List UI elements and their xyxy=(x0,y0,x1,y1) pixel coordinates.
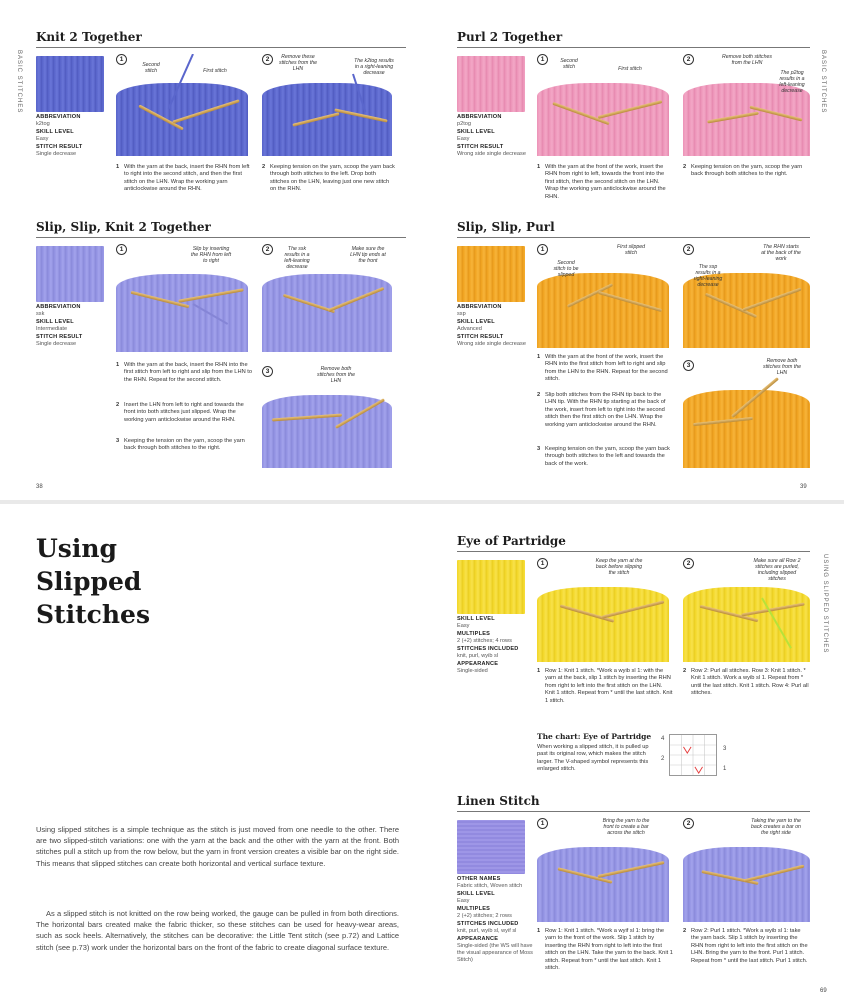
stitch-meta: OTHER NAMES Fabric stitch, Woven stitch SKILL LEVEL Easy MULTIPLES 2 (+2) stitches; 2 rows STITCHES INCLUDED knit, purl, wyib sl, wyif sl APPEARANCE Single-sided (the WS will have the visual appearance of Moss Stitch) xyxy=(457,876,533,963)
step-photo-3 xyxy=(683,360,810,468)
step-number-badge: 1 xyxy=(537,54,548,65)
step-instruction: 1 With the yarn at the back, insert the RHN into the first stitch from left to right and slip from the LHN to the RHN. Repeat for the second stitch. xyxy=(116,362,253,383)
step-instruction: 2 Row 2: Purl all stitches. Row 3: Knit 1 stitch. * Knit 1 stitch. Work a wyib sl 1. Repeat from * until the last stitch. Knit 1 stitch. Row 4: Purl all stitches. xyxy=(683,668,809,697)
step-instruction: 3 Keeping tension on the yarn, scoop the yarn back through both stitches to the left and towards the back of the work. xyxy=(537,446,670,467)
spread-using-slipped-stitches xyxy=(0,504,844,1000)
annotation: Taking the yarn to the back creates a bar on the right side xyxy=(751,818,801,836)
stitch-swatch xyxy=(457,560,525,614)
stitch-meta: ABBREVIATION p2tog SKILL LEVEL Easy STITCH RESULT Wrong side single decrease xyxy=(457,114,526,157)
annotation: Second stitch to be slipped xyxy=(553,260,579,278)
title-line: Stitches xyxy=(36,600,151,629)
section-rule xyxy=(457,47,810,48)
section-ssp xyxy=(457,220,810,490)
step-number-badge: 2 xyxy=(262,54,273,65)
step-instruction: 1 Row 1: Knit 1 stitch. *Work a wyib sl 1: with the yarn at the back, slip 1 stitch by inserting the RHN from right to left into the first stitch on the LHN. Knit 1 stitch. Repeat from * until the last stitch. Knit 1 stitch. xyxy=(537,668,673,704)
annotation: First slipped stitch xyxy=(617,244,645,256)
chart-title: The chart: Eye of Partridge xyxy=(537,732,652,741)
chart-row-label: 2 xyxy=(661,756,665,762)
annotation: Make sure all Row 2 stitches are purled, including slipped stitches xyxy=(753,558,801,582)
section-rule xyxy=(457,551,810,552)
step-instruction: 1 With the yarn at the front of the work, insert the RHN into the first stitch from left to right and slip from the LHN to the RHN. Repeat for the second stitch. xyxy=(537,354,668,383)
step-number-badge: 3 xyxy=(262,366,273,377)
annotation: The k2tog results in a right-leaning decrease xyxy=(354,58,394,76)
stitch-swatch xyxy=(457,820,525,874)
section-title: Slip, Slip, Purl xyxy=(457,220,555,234)
section-title: Slip, Slip, Knit 2 Together xyxy=(36,220,211,234)
step-instruction: 1 Row 1: Knit 1 stitch. *Work a wyif sl 1: bring the yarn to the front of the work. Slip 1 stitch by inserting the RHN from right to left into the first stitch on the LHN. Take the yarn to the back. Knit 1 stitch. Repeat from * until the last stitch. Knit 1 stitch. xyxy=(537,928,673,972)
annotation: Second stitch xyxy=(560,58,578,70)
intro-paragraph-2: As a slipped stitch is not knitted on the row being worked, the gauge can be pulled in from both directions. The horizontal bars created make the fabric thicker, so these stitches can be used for heavy-wear areas, such as sock heels. Alternatively, the stitches can be decorative: the Little Tent stitch (see p.72) and Lattice stitch (see p.73) work under the horizontal bars on the front of the fabric to create diagonal surface texture. xyxy=(36,909,399,952)
side-label-left: BASIC STITCHES xyxy=(16,50,22,114)
step-instruction: 1 With the yarn at the back, insert the RHN from left to right into the second stitch, and then the first stitch on the LHN. Wrap the working yarn anticlockwise around the RHN. xyxy=(116,164,250,193)
step-number-badge: 1 xyxy=(116,54,127,65)
annotation: Make sure the LHN tip ends at the front xyxy=(350,246,386,264)
step-number-badge: 1 xyxy=(537,818,548,829)
section-rule xyxy=(36,237,406,238)
step-instruction: 2 Keeping tension on the yarn, scoop the yarn back through both stitches to the left. Drop both stitches on the LHN, leaving just one new stitch on the RHN. xyxy=(262,164,395,193)
section-linen-stitch xyxy=(457,794,810,1000)
step-number-badge: 1 xyxy=(537,244,548,255)
stitch-meta: ABBREVIATION ssk SKILL LEVEL Intermediate STITCH RESULT Single decrease xyxy=(36,304,83,347)
annotation: The p2tog results in a left-leaning decrease xyxy=(779,70,805,94)
step-number-badge: 2 xyxy=(683,244,694,255)
section-title: Eye of Partridge xyxy=(457,534,566,548)
title-line: Slipped xyxy=(36,567,142,596)
title-line: Using xyxy=(36,534,118,563)
annotation: The ssk results in a left-leaning decrease xyxy=(284,246,310,270)
step-number-badge: 2 xyxy=(683,54,694,65)
annotation: Second stitch xyxy=(142,62,160,74)
step-instruction: 3 Keeping the tension on the yarn, scoop the yarn back through both stitches to the right. xyxy=(116,438,245,452)
step-instruction: 2 Slip both stitches from the RHN tip back to the LHN tip. With the RHN tip starting at the back of the work, insert from left to right into the second stitch then the first stitch on the LHN. Wrap the working yarn anticlockwise around the RHN. xyxy=(537,392,666,428)
side-label-right: USING SLIPPED STITCHES xyxy=(822,554,828,654)
page-number-69: 69 xyxy=(820,988,827,994)
stitch-swatch xyxy=(36,246,104,302)
annotation: Keep the yarn at the back before slipping the stitch xyxy=(595,558,643,576)
annotation: Remove both stitches from the LHN xyxy=(722,54,772,66)
step-instruction: 2 Row 2: Purl 1 stitch. *Work a wyib sl 1: take the yarn back. Slip 1 stitch by inserting the RHN from right to left into the first stitch on the LHN. Bring the yarn to the front. Purl 1 stitch. Repeat from * until the last stitch. Purl 1 stitch. xyxy=(683,928,808,964)
annotation: The ssp results in a right-leaning decrease xyxy=(693,264,723,288)
annotation: Slip by inserting the RHN from left to right xyxy=(190,246,232,264)
annotation: The RHN starts at the back of the work xyxy=(761,244,801,262)
side-label-right: BASIC STITCHES xyxy=(820,50,826,114)
stitch-meta: ABBREVIATION k2tog SKILL LEVEL Easy STITCH RESULT Single decrease xyxy=(36,114,83,157)
stitch-swatch xyxy=(457,246,525,302)
section-purl-2-together xyxy=(457,30,810,210)
annotation: Remove both stitches from the LHN xyxy=(316,366,356,384)
step-instruction: 1 With the yarn at the front of the work, insert the RHN from right to left, towards the front into the first stitch, then the second stitch on the LHN. Wrap the working yarn anticlockwise around the RHN. xyxy=(537,164,666,200)
chart-row-label: 4 xyxy=(661,736,665,742)
section-eye-of-partridge xyxy=(457,534,810,784)
section-knit-2-together xyxy=(36,30,406,210)
annotation: Remove both stitches from the LHN xyxy=(762,358,802,376)
page-number-38: 38 xyxy=(36,484,43,490)
stitch-meta: ABBREVIATION ssp SKILL LEVEL Advanced STITCH RESULT Wrong side single decrease xyxy=(457,304,526,347)
section-rule xyxy=(457,811,810,812)
step-number-badge: 3 xyxy=(683,360,694,371)
section-title: Purl 2 Together xyxy=(457,30,563,44)
step-number-badge: 1 xyxy=(537,558,548,569)
stitch-swatch xyxy=(36,56,104,112)
section-ssk xyxy=(36,220,406,490)
intro-paragraph-1: Using slipped stitches is a simple technique as the stitch is just moved from one needle to the other. There are two slipped-stitch variations: one with the yarn at the back and the other with the yarn at the front. Both stitches pull a stitch up from the row below, but the yarn in front version creates a visible bar on the right side. This means that slipped stitches can create both horizontal and vertical surface texture. xyxy=(36,825,399,868)
page-number-39: 39 xyxy=(800,484,807,490)
chapter-title xyxy=(36,532,236,631)
step-number-badge: 2 xyxy=(683,558,694,569)
chart-description: When working a slipped stitch, it is pulled up past its original row, which makes the stitch larger. The V-shaped symbol represents this enlarged stitch. xyxy=(537,744,649,773)
stitch-chart xyxy=(537,732,810,792)
chart-row-label: 1 xyxy=(723,766,727,772)
step-instruction: 2 Keeping tension on the yarn, scoop the yarn back through both stitches to the right. xyxy=(683,164,803,178)
stitch-swatch xyxy=(457,56,525,112)
step-instruction: 2 Insert the LHN from left to right and towards the front into both stitches just slipped. Wrap the working yarn anticlockwise around the RHN. xyxy=(116,402,244,423)
section-title: Knit 2 Together xyxy=(36,30,142,44)
section-rule xyxy=(457,237,810,238)
step-number-badge: 2 xyxy=(262,244,273,255)
chart-grid xyxy=(669,734,717,776)
section-title: Linen Stitch xyxy=(457,794,540,808)
stitch-meta: SKILL LEVEL Easy MULTIPLES 2 (+2) stitches; 4 rows STITCHES INCLUDED knit, purl, wyib sl APPEARANCE Single-sided xyxy=(457,616,519,674)
annotation: First stitch xyxy=(203,68,227,74)
step-number-badge: 1 xyxy=(116,244,127,255)
section-rule xyxy=(36,47,406,48)
annotation: Remove these stitches from the LHN xyxy=(278,54,318,72)
chart-row-label: 3 xyxy=(723,746,727,752)
annotation: Bring the yarn to the front to create a bar across the stitch xyxy=(602,818,650,836)
step-number-badge: 2 xyxy=(683,818,694,829)
annotation: First stitch xyxy=(618,66,642,72)
